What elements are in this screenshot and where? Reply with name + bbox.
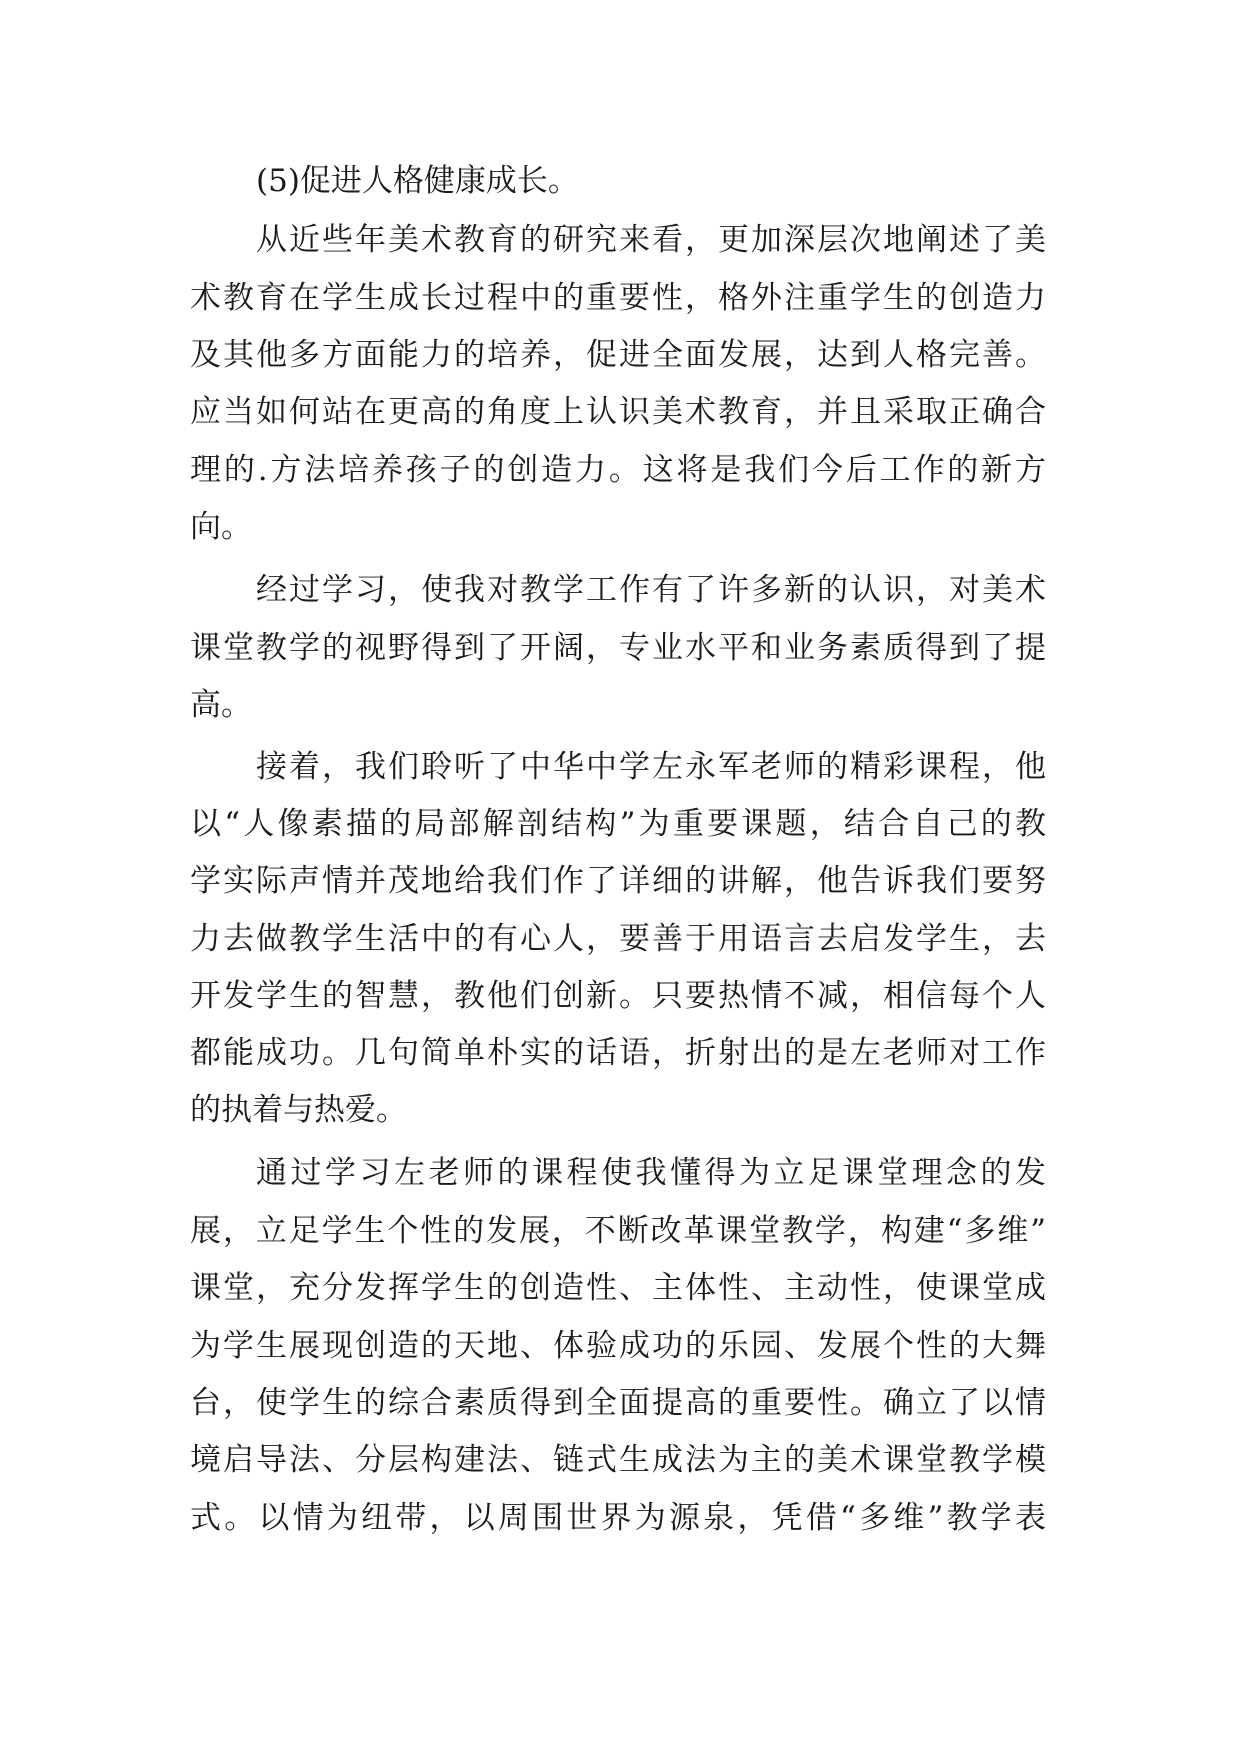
text-line: 接着，我们聆听了中华中学左永军老师的精彩课程，他 <box>256 749 1046 785</box>
text-line: 展，立足学生个性的发展，不断改革课堂教学，构建“多维” <box>190 1213 1046 1249</box>
text-line: 学实际声情并茂地给我们作了详细的讲解，他告诉我们要努 <box>190 863 1046 899</box>
text-line: 以“人像素描的局部解剖结构”为重要课题，结合自己的教 <box>190 806 1046 842</box>
text-line: 开发学生的智慧，教他们创新。只要热情不减，相信每个人 <box>190 978 1046 1014</box>
text-line: 通过学习左老师的课程使我懂得为立足课堂理念的发 <box>256 1155 1046 1191</box>
text-line: 经过学习，使我对教学工作有了许多新的认识，对美术 <box>256 572 1046 608</box>
text-line: 术教育在学生成长过程中的重要性，格外注重学生的创造力 <box>190 280 1046 316</box>
text-line: 从近些年美术教育的研究来看，更加深层次地阐述了美 <box>256 222 1046 258</box>
text-line: 境启导法、分层构建法、链式生成法为主的美术课堂教学模 <box>190 1442 1046 1478</box>
text-line: 的执着与热爱。 <box>190 1092 407 1128</box>
text-line: 课堂，充分发挥学生的创造性、主体性、主动性，使课堂成 <box>190 1270 1046 1306</box>
text-line: 课堂教学的视野得到了开阔，专业水平和业务素质得到了提 <box>190 630 1046 666</box>
text-line: 台，使学生的综合素质得到全面提高的重要性。确立了以情 <box>190 1385 1046 1421</box>
text-line: 高。 <box>190 687 252 723</box>
text-line: 及其他多方面能力的培养，促进全面发展，达到人格完善。 <box>190 337 1046 373</box>
text-line: 为学生展现创造的天地、体验成功的乐园、发展个性的大舞 <box>190 1328 1046 1364</box>
text-line: (5)促进人格健康成长。 <box>256 163 579 199</box>
text-line: 向。 <box>190 509 252 545</box>
text-line: 都能成功。几句简单朴实的话语，折射出的是左老师对工作 <box>190 1035 1046 1071</box>
text-line: 应当如何站在更高的角度上认识美术教育，并且采取正确合 <box>190 394 1046 430</box>
text-line: 理的.方法培养孩子的创造力。这将是我们今后工作的新方 <box>190 452 1046 488</box>
text-line: 力去做教学生活中的有心人，要善于用语言去启发学生，去 <box>190 921 1046 957</box>
text-line: 式。以情为纽带，以周围世界为源泉，凭借“多维”教学表 <box>190 1500 1046 1536</box>
